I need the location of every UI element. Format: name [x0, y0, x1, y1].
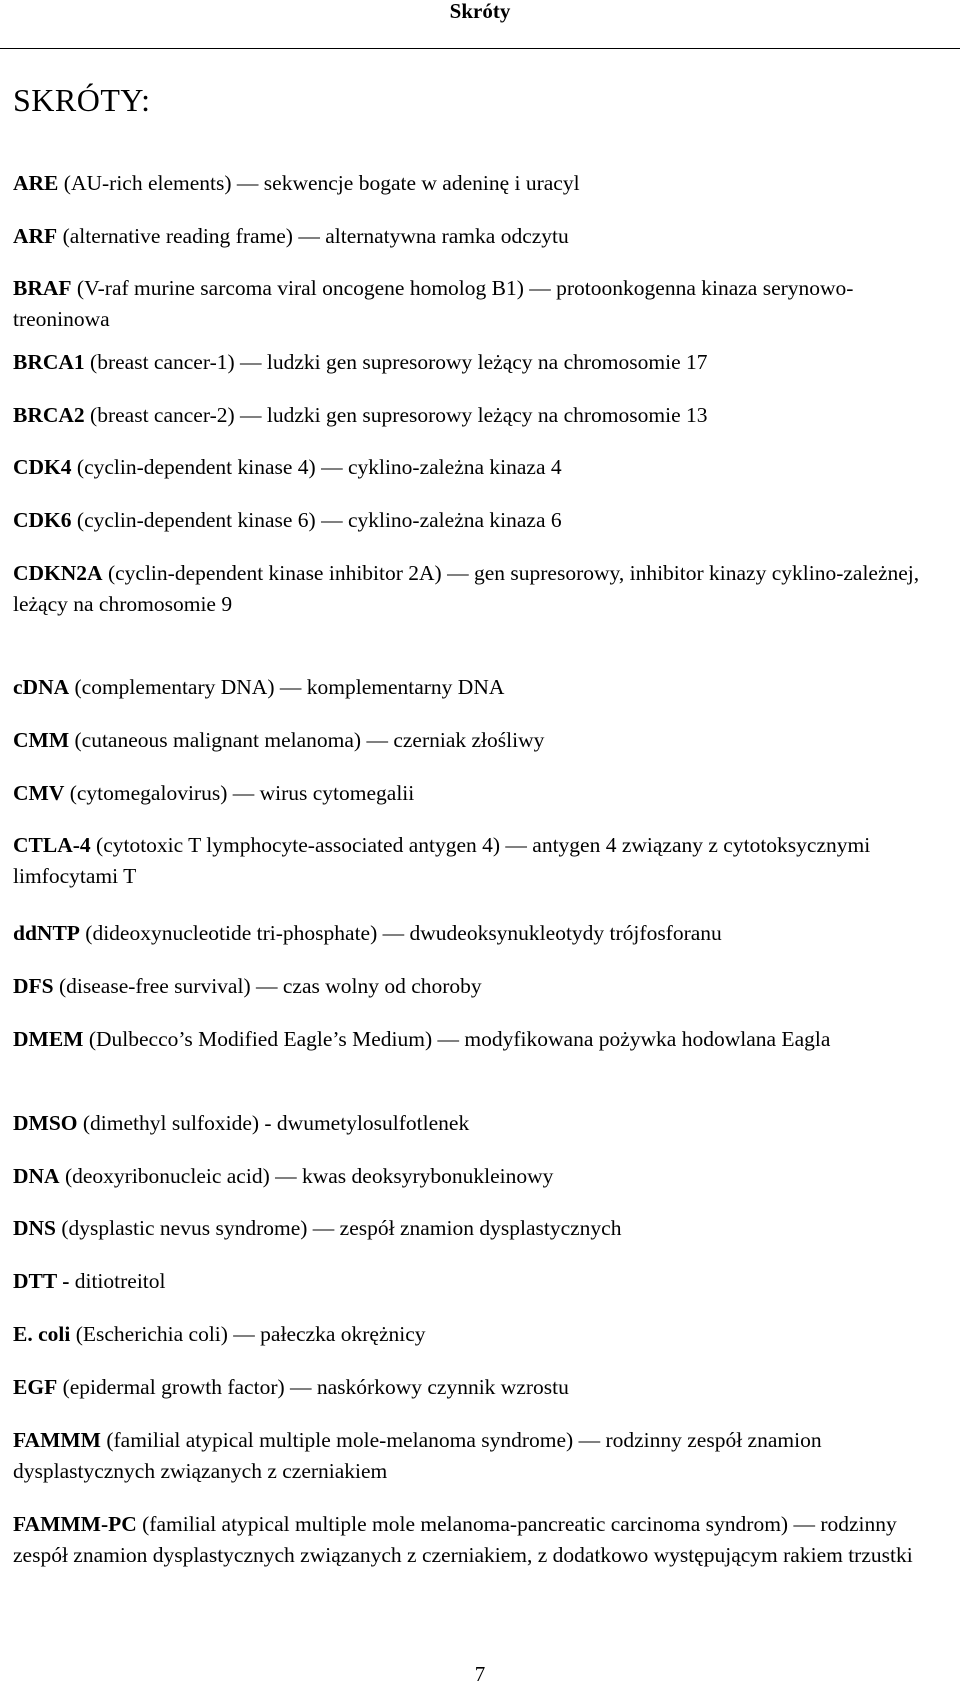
abbreviation-term: cDNA	[13, 675, 70, 699]
abbreviation-term: FAMMM	[13, 1428, 101, 1452]
abbreviation-entry	[13, 1372, 943, 1403]
abbreviation-entry	[13, 168, 943, 199]
abbreviation-definition: (cytotoxic T lymphocyte-associated antygen 4) — antygen 4 związany z cytotoksycznymi limfocytami T	[13, 833, 871, 888]
abbreviation-definition: (cyclin-dependent kinase 4) — cyklino-zależna kinaza 4	[71, 455, 562, 479]
abbreviation-term: EGF	[13, 1375, 58, 1399]
abbreviation-term: FAMMM-PC	[13, 1512, 137, 1536]
abbreviation-definition: (breast cancer-2) — ludzki gen supresorowy leżący na chromosomie 13	[84, 403, 708, 427]
abbreviation-definition: (cyclin-dependent kinase 6) — cyklino-zależna kinaza 6	[71, 508, 562, 532]
abbreviation-definition: (dimethyl sulfoxide) - dwumetylosulfotlenek	[77, 1111, 470, 1135]
abbreviation-entry	[13, 1509, 943, 1571]
abbreviation-term: DTT -	[13, 1269, 70, 1293]
abbreviation-term: CDK6	[13, 508, 72, 532]
abbreviation-entry	[13, 273, 943, 335]
abbreviation-term: E. coli	[13, 1322, 71, 1346]
abbreviation-entry	[13, 971, 943, 1002]
abbreviation-definition: (AU-rich elements) — sekwencje bogate w adeninę i uracyl	[58, 171, 580, 195]
abbreviation-term: CMV	[13, 781, 65, 805]
abbreviation-term: DNA	[13, 1164, 60, 1188]
abbreviation-entry	[13, 505, 943, 536]
abbreviation-definition: (Escherichia coli) — pałeczka okrężnicy	[70, 1322, 426, 1346]
abbreviation-definition: ditiotreitol	[69, 1269, 166, 1293]
abbreviation-entry	[13, 1266, 943, 1297]
abbreviation-term: CMM	[13, 728, 70, 752]
abbreviation-definition: (disease-free survival) — czas wolny od choroby	[53, 974, 482, 998]
abbreviation-entry	[13, 400, 943, 431]
header-divider	[0, 48, 960, 49]
abbreviation-term: DMSO	[13, 1111, 78, 1135]
abbreviation-entry	[13, 558, 943, 620]
abbreviation-term: BRAF	[13, 276, 72, 300]
abbreviation-definition: (cutaneous malignant melanoma) — czerniak złośliwy	[69, 728, 545, 752]
abbreviation-term: CTLA-4	[13, 833, 91, 857]
abbreviation-entry	[13, 725, 943, 756]
page-title: SKRÓTY:	[13, 82, 151, 118]
abbreviation-term: DFS	[13, 974, 54, 998]
abbreviation-entry	[13, 918, 943, 949]
running-header: Skróty	[449, 0, 511, 23]
abbreviation-definition: (complementary DNA) — komplementarny DNA	[69, 675, 505, 699]
abbreviation-definition: (familial atypical multiple mole-melanoma syndrome) — rodzinny zespół znamion dysplastycznych związanych z czerniakiem	[13, 1428, 822, 1483]
abbreviation-term: CDKN2A	[13, 561, 103, 585]
abbreviation-term: DMEM	[13, 1027, 84, 1051]
abbreviation-entry	[13, 221, 943, 252]
abbreviation-definition: (Dulbecco’s Modified Eagle’s Medium) — modyfikowana pożywka hodowlana Eagla	[83, 1027, 831, 1051]
abbreviation-entry	[13, 672, 943, 703]
page-number: 7	[474, 1662, 486, 1686]
abbreviation-entry	[13, 452, 943, 483]
abbreviation-definition: (cyclin-dependent kinase inhibitor 2A) — gen supresorowy, inhibitor kinazy cyklino-zależnej, leżący na chromosomie 9	[13, 561, 920, 616]
abbreviation-term: BRCA2	[13, 403, 85, 427]
abbreviation-definition: (breast cancer-1) — ludzki gen supresorowy leżący na chromosomie 17	[84, 350, 708, 374]
abbreviation-entry	[13, 830, 943, 892]
abbreviation-definition: (dideoxynucleotide tri-phosphate) — dwudeoksynukleotydy trójfosforanu	[79, 921, 722, 945]
abbreviation-definition: (deoxyribonucleic acid) — kwas deoksyrybonukleinowy	[59, 1164, 554, 1188]
abbreviation-entry	[13, 347, 943, 378]
abbreviation-entry	[13, 1425, 943, 1487]
abbreviation-definition: (dysplastic nevus syndrome) — zespół znamion dysplastycznych	[56, 1216, 622, 1240]
abbreviation-term: BRCA1	[13, 350, 85, 374]
abbreviation-entry	[13, 1161, 943, 1192]
abbreviation-definition: (familial atypical multiple mole melanoma-pancreatic carcinoma syndrom) — rodzinny zespół znamion dysplastycznych związanych z czerniakiem, z dodatkowo występującym rakiem trzustki	[13, 1512, 913, 1567]
abbreviation-definition: (V-raf murine sarcoma viral oncogene homolog B1) — protoonkogenna kinaza serynowo-treoninowa	[13, 276, 854, 331]
abbreviation-entry	[13, 778, 943, 809]
abbreviation-entry	[13, 1319, 943, 1350]
abbreviation-definition: (epidermal growth factor) — naskórkowy czynnik wzrostu	[57, 1375, 569, 1399]
abbreviation-definition: (alternative reading frame) — alternatywna ramka odczytu	[57, 224, 569, 248]
abbreviation-term: DNS	[13, 1216, 57, 1240]
abbreviation-term: ARF	[13, 224, 58, 248]
abbreviation-entry	[13, 1024, 943, 1055]
abbreviation-term: ddNTP	[13, 921, 80, 945]
abbreviation-definition: (cytomegalovirus) — wirus cytomegalii	[64, 781, 415, 805]
abbreviation-term: ARE	[13, 171, 59, 195]
abbreviation-term: CDK4	[13, 455, 72, 479]
abbreviation-entry	[13, 1213, 943, 1244]
abbreviation-entry	[13, 1108, 943, 1139]
